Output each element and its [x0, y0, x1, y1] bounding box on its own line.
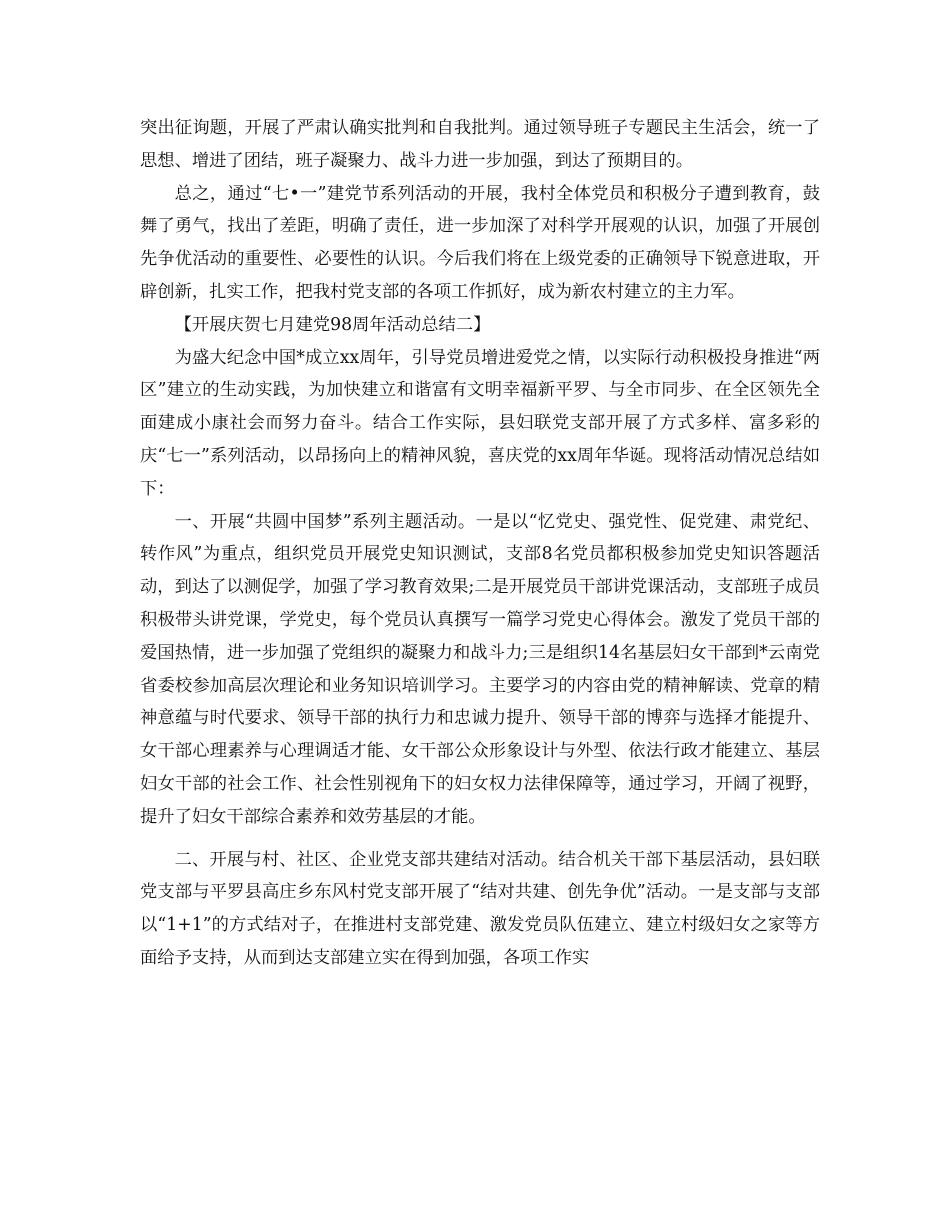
paragraph-continuation: 突出征询题，开展了严肃认确实批判和自我批判。通过领导班子专题民主生活会，统一了思想、增进了团结，班子凝聚力、战斗力进一步加强，到达了预期目的。 — [140, 118, 820, 171]
paragraph-item-two: 二、开展与村、社区、企业党支部共建结对活动。结合机关干部下基层活动，县妇联党支部与平罗县高庄乡东风村党支部开展了“结对共建、创先争优”活动。一是支部与支部以“1+1”的方式结对子，在推进村支部党建、激发党员队伍建立、建立村级妇女之家等方面给予支持，从而到达支部建立实在得到加强，各项工作实 — [140, 849, 820, 968]
paragraph-summary: 总之，通过“七•一”建党节系列活动的开展，我村全体党员和积极分子遭到教育，鼓舞了勇气，找出了差距，明确了责任，进一步加深了对科学开展观的认识，加强了开展创先争优活动的重要性、必要性的认识。今后我们将在上级党委的正确领导下锐意进取，开辟创新，扎实工作，把我村党支部的各项工作抓好，成为新农村建立的主力军。 — [140, 183, 820, 302]
section-heading: 【开展庆贺七月建党98周年活动总结二】 — [174, 314, 491, 335]
paragraph-intro: 为盛大纪念中国*成立xx周年，引导党员增进爱党之情，以实际行动积极投身推进“两区”建立的生动实践，为加快建立和谐富有文明幸福新平罗、与全市同步、在全区领先全面建成小康社会而努力奋斗。结合工作实际，县妇联党支部开展了方式多样、富多彩的庆“七一”系列活动，以昂扬向上的精神风貌，喜庆党的xx周年华诞。现将活动情况总结如下： — [140, 347, 820, 499]
document-page — [140, 112, 820, 975]
paragraph-item-one: 一、开展“共圆中国梦”系列主题活动。一是以“忆党史、强党性、促党建、肃党纪、转作风”为重点，组织党员开展党史知识测试，支部8名党员都积极参加党史知识答题活动，到达了以测促学，加强了学习教育效果;二是开展党员干部讲党课活动，支部班子成员积极带头讲党课，学党史，每个党员认真撰写一篇学习党史心得体会。激发了党员干部的爱国热情，进一步加强了党组织的凝聚力和战斗力;三是组织14名基层妇女干部到*云南党省委校参加高层次理论和业务知识培训学习。主要学习的内容由党的精神解读、党章的精神意蕴与时代要求、领导干部的执行力和忠诚力提升、领导干部的博弈与选择才能提升、女干部心理素养与心理调适才能、女干部公众形象设计与外型、依法行政才能建立、基层妇女干部的社会工作、社会性别视角下的妇女权力法律保障等，通过学习，开阔了视野，提升了妇女干部综合素养和效劳基层的才能。 — [140, 511, 820, 827]
